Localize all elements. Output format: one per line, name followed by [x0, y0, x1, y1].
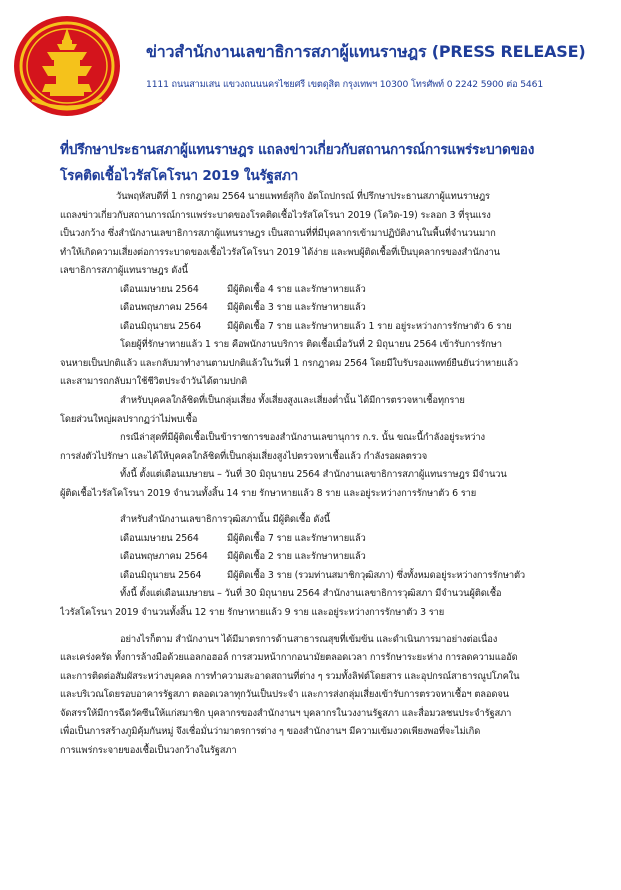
- body-line: โดยผู้ที่รักษาหายแล้ว 1 ราย คือพนักงานบริการ ติดเชื้อเมื่อวันที่ 2 มิถุนายน 2564 เข้ารับการรักษา: [120, 339, 502, 351]
- body-line: สำหรับบุคคลใกล้ชิดที่เป็นกลุ่มเสี่ยง ทั้งเสี่ยงสูงและเสี่ยงต่ำนั้น ได้มีการตรวจหาเชื้อทุกราย: [120, 395, 465, 407]
- article-body: [60, 188, 580, 760]
- body-line: ทั้งนี้ ตั้งแต่เดือนเมษายน – วันที่ 30 มิถุนายน 2564 สำนักงานเลขาธิการวุฒิสภา มีจำนวนผู้ติดเชื้อ: [120, 588, 502, 600]
- stat-month: เดือนเมษายน 2564: [120, 283, 199, 295]
- stat-detail: มีผู้ติดเชื้อ 4 ราย และรักษาหายแล้ว: [227, 283, 366, 295]
- body-line: อย่างไรก็ตาม สำนักงานฯ ได้มีมาตรการด้านสาธารณสุขที่เข้มข้น และดำเนินการมาอย่างต่อเนื่อง: [120, 633, 498, 645]
- body-line: เป็นวงกว้าง ซึ่งสำนักงานเลขาธิการสภาผู้แทนราษฎร เป็นสถานที่ที่มีบุคลากรเข้ามาปฏิบัติงานในพื้นที่จำนวนมาก: [60, 228, 496, 240]
- body-line: จัดสรรให้มีการฉีดวัคซีนให้แก่สมาชิก บุคลากรของสำนักงานฯ บุคลากรในวงงานรัฐสภา และสื่อมวลชนประจำรัฐสภา: [60, 707, 512, 719]
- body-line: การส่งตัวไปรักษา และได้ให้บุคคลใกล้ชิดที่เป็นกลุ่มเสี่ยงสูงไปตรวจหาเชื้อแล้ว กำลังรอผลตรวจ: [60, 450, 428, 462]
- stat-detail: มีผู้ติดเชื้อ 3 ราย และรักษาหายแล้ว: [227, 302, 366, 314]
- body-line: และเคร่งครัด ทั้งการล้างมือด้วยแอลกอฮอล์ การสวมหน้ากากอนามัยตลอดเวลา การรักษาระยะห่าง การลดความแออัด: [60, 652, 518, 664]
- stat-detail: มีผู้ติดเชื้อ 3 ราย (รวมท่านสมาชิกวุฒิสภา) ซึ่งทั้งหมดอยู่ระหว่างการรักษาตัว: [227, 569, 526, 581]
- body-line: การแพร่กระจายของเชื้อเป็นวงกว้างในรัฐสภา: [60, 744, 237, 756]
- headline-line: ที่ปรึกษาประธานสภาผู้แทนราษฎร แถลงข่าวเกี่ยวกับสถานการณ์การแพร่ระบาดของ: [60, 142, 535, 158]
- body-line: และการติดต่อสัมผัสระหว่างบุคคล การทำความสะอาดสถานที่ต่าง ๆ รวมทั้งลิฟต์โดยสาร และอุปกรณ์สาธารณูปโภคใน: [60, 670, 520, 682]
- senate-stat-row: [60, 567, 580, 586]
- body-line: กรณีล่าสุดที่มีผู้ติดเชื้อเป็นข้าราชการของสำนักงานเลขานุการ ก.ร. นั้น ขณะนี้กำลังอยู่ระหว่าง: [120, 432, 485, 444]
- stat-month: เดือนมิถุนายน 2564: [120, 320, 202, 332]
- body-line: ทั้งนี้ ตั้งแต่เดือนเมษายน – วันที่ 30 มิถุนายน 2564 สำนักงานเลขาธิการสภาผู้แทนราษฎร มีจำนวน: [120, 469, 507, 481]
- house-stat-row: [60, 281, 580, 300]
- body-line: ผู้ติดเชื้อไวรัสโคโรนา 2019 จำนวนทั้งสิ้น 14 ราย รักษาหายแล้ว 8 ราย และอยู่ระหว่างการรักษาตัว 6 ราย: [60, 487, 477, 499]
- office-address: 1111 ถนนสามเสน แขวงถนนนครไชยศรี เขตดุสิต กรุงเทพฯ 10300 โทรศัพท์ 0 2242 5900 ต่อ 5461: [146, 79, 544, 90]
- stat-month: เดือนเมษายน 2564: [120, 532, 199, 544]
- stat-detail: มีผู้ติดเชื้อ 7 ราย และรักษาหายแล้ว: [227, 532, 366, 544]
- stat-detail: มีผู้ติดเชื้อ 7 ราย และรักษาหายแล้ว 1 ราย อยู่ระหว่างการรักษาตัว 6 ราย: [227, 320, 512, 332]
- body-line: ไวรัสโคโรนา 2019 จำนวนทั้งสิ้น 12 ราย รักษาหายแล้ว 9 ราย และอยู่ระหว่างการรักษาตัว 3 ราย: [60, 607, 445, 619]
- stat-month: เดือนมิถุนายน 2564: [120, 569, 202, 581]
- parliament-emblem-icon: [12, 14, 122, 119]
- body-line: ทำให้เกิดความเสี่ยงต่อการระบาดของเชื้อไวรัสโคโรนา 2019 ได้ง่าย และพบผู้ติดเชื้อที่เป็นบุคลากรของสำนักงาน: [60, 246, 500, 258]
- body-line: โดยส่วนใหญ่ผลปรากฏว่าไม่พบเชื้อ: [60, 413, 198, 425]
- senate-intro: สำหรับสำนักงานเลขาธิการวุฒิสภานั้น มีผู้ติดเชื้อ ดังนี้: [120, 514, 331, 526]
- body-line: วันพฤหัสบดีที่ 1 กรกฎาคม 2564 นายแพทย์สุกิจ อัตโถปกรณ์ ที่ปรึกษาประธานสภาผู้แทนราษฎร: [116, 191, 490, 202]
- stat-detail: มีผู้ติดเชื้อ 2 ราย และรักษาหายแล้ว: [227, 551, 366, 563]
- house-stat-row: [60, 318, 580, 337]
- press-release-title: ข่าวสำนักงานเลขาธิการสภาผู้แทนราษฎร (PRESS RELEASE): [146, 42, 586, 61]
- body-line: เลขาธิการสภาผู้แทนราษฎร ดังนี้: [60, 265, 188, 277]
- body-line: เพื่อเป็นการสร้างภูมิคุ้มกันหมู่ จึงเชื่อมั่นว่ามาตรการต่าง ๆ ของสำนักงานฯ มีความเข้มงวดเพียงพอที่จะไม่เกิด: [60, 726, 481, 738]
- body-line: จนหายเป็นปกติแล้ว และกลับมาทำงานตามปกติแล้วในวันที่ 1 กรกฎาคม 2564 โดยมีใบรับรองแพทย์ยืนยันว่าหายแล้ว: [60, 357, 518, 369]
- senate-stat-row: [60, 548, 580, 567]
- headline-line: โรคติดเชื้อไวรัสโคโรนา 2019 ในรัฐสภา: [60, 168, 299, 184]
- house-stat-row: [60, 299, 580, 318]
- body-line: และบริเวณโดยรอบอาคารรัฐสภา ตลอดเวลาทุกวันเป็นประจำ และการส่งกลุ่มเสี่ยงเข้ารับการตรวจหาเชื้อฯ ตลอดจน: [60, 689, 509, 701]
- body-line: และสามารถกลับมาใช้ชีวิตประจำวันได้ตามปกติ: [60, 376, 247, 388]
- body-line: แถลงข่าวเกี่ยวกับสถานการณ์การแพร่ระบาดของโรคติดเชื้อไวรัสโคโรนา 2019 (โควิด-19) ระลอก 3 ที่รุนแรง: [60, 209, 491, 221]
- senate-stat-row: [60, 530, 580, 549]
- stat-month: เดือนพฤษภาคม 2564: [120, 302, 208, 314]
- stat-month: เดือนพฤษภาคม 2564: [120, 551, 208, 563]
- news-headline: [60, 137, 580, 189]
